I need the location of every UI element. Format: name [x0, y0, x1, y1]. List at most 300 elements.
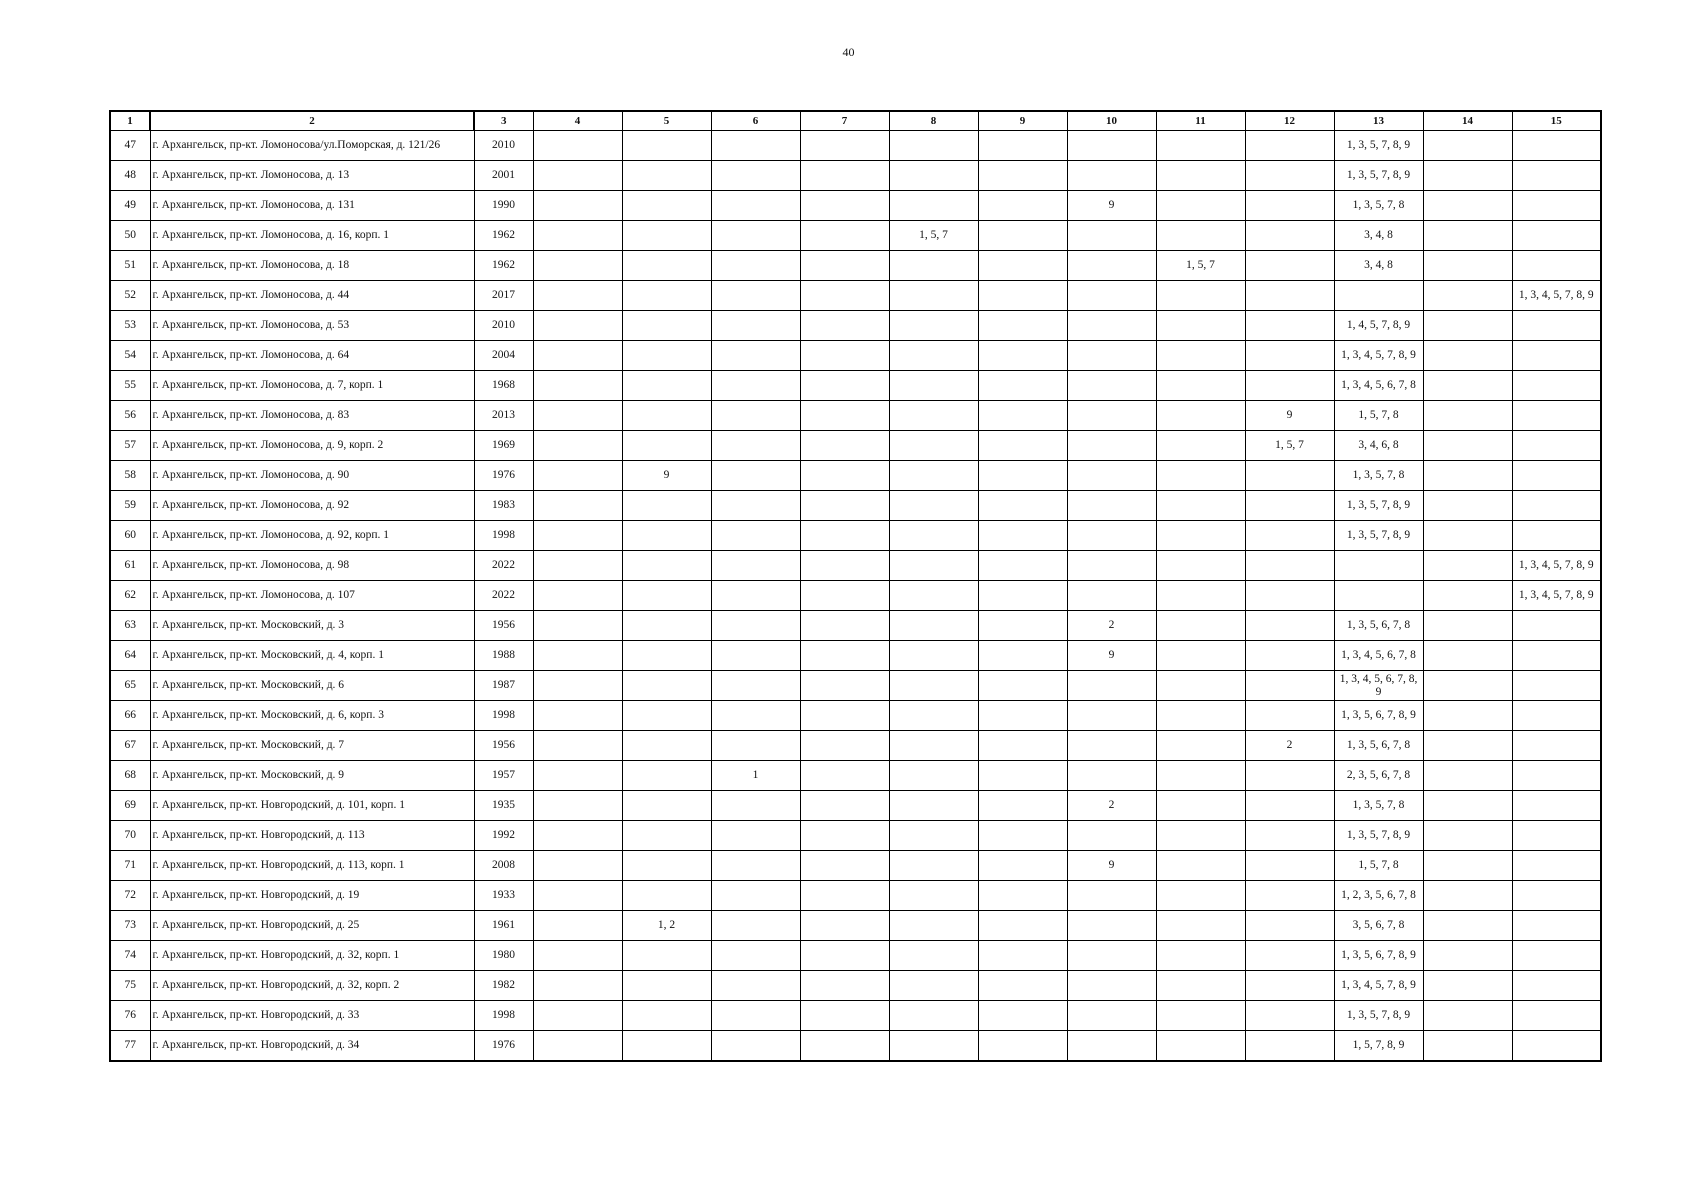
table-row [110, 971, 1601, 1001]
table-cell-col-6 [711, 521, 800, 551]
table-cell-col-1: 67 [110, 731, 150, 761]
table-cell-col-1: 52 [110, 281, 150, 311]
table-cell-col-7 [800, 821, 889, 851]
column-header-11: 11 [1156, 111, 1245, 131]
table-cell-col-15 [1512, 341, 1601, 371]
table-cell-col-15 [1512, 251, 1601, 281]
table-cell-col-11 [1156, 731, 1245, 761]
table-cell-col-10 [1067, 1031, 1156, 1062]
table-row [110, 371, 1601, 401]
table-cell-col-12 [1245, 131, 1334, 161]
table-cell-col-8 [889, 521, 978, 551]
table-cell-col-13: 3, 4, 6, 8 [1334, 431, 1423, 461]
table-cell-col-7 [800, 251, 889, 281]
table-cell-col-7 [800, 281, 889, 311]
table-cell-col-1: 50 [110, 221, 150, 251]
table-cell-col-6 [711, 191, 800, 221]
table-cell-col-10 [1067, 971, 1156, 1001]
table-cell-col-7 [800, 671, 889, 701]
table-cell-col-8 [889, 851, 978, 881]
table-cell-col-14 [1423, 161, 1512, 191]
table-cell-col-1: 66 [110, 701, 150, 731]
table-cell-col-9 [978, 851, 1067, 881]
table-cell-col-10: 2 [1067, 611, 1156, 641]
table-cell-col-2: г. Архангельск, пр-кт. Московский, д. 4, корп. 1 [150, 641, 474, 671]
table-cell-col-10 [1067, 131, 1156, 161]
table-cell-col-1: 48 [110, 161, 150, 191]
table-cell-col-12 [1245, 191, 1334, 221]
table-cell-col-4 [533, 761, 622, 791]
table-row [110, 131, 1601, 161]
table-cell-col-7 [800, 641, 889, 671]
table-cell-col-2: г. Архангельск, пр-кт. Ломоносова, д. 18 [150, 251, 474, 281]
table-cell-col-9 [978, 491, 1067, 521]
table-cell-col-4 [533, 971, 622, 1001]
table-cell-col-9 [978, 371, 1067, 401]
table-cell-col-3: 2022 [474, 551, 533, 581]
table-cell-col-5 [622, 281, 711, 311]
table-cell-col-15 [1512, 491, 1601, 521]
table-cell-col-12 [1245, 371, 1334, 401]
table-cell-col-6 [711, 551, 800, 581]
table-cell-col-3: 1968 [474, 371, 533, 401]
table-cell-col-6 [711, 221, 800, 251]
table-cell-col-3: 1961 [474, 911, 533, 941]
table-cell-col-2: г. Архангельск, пр-кт. Новгородский, д. 113 [150, 821, 474, 851]
table-cell-col-9 [978, 821, 1067, 851]
table-cell-col-2: г. Архангельск, пр-кт. Ломоносова, д. 64 [150, 341, 474, 371]
table-cell-col-9 [978, 881, 1067, 911]
table-cell-col-14 [1423, 821, 1512, 851]
table-cell-col-5: 1, 2 [622, 911, 711, 941]
table-cell-col-12 [1245, 821, 1334, 851]
table-cell-col-6 [711, 431, 800, 461]
table-cell-col-12 [1245, 281, 1334, 311]
table-cell-col-2: г. Архангельск, пр-кт. Ломоносова, д. 92 [150, 491, 474, 521]
table-cell-col-11 [1156, 761, 1245, 791]
column-header-6: 6 [711, 111, 800, 131]
table-cell-col-5 [622, 491, 711, 521]
table-cell-col-15 [1512, 941, 1601, 971]
table-cell-col-14 [1423, 251, 1512, 281]
column-header-1: 1 [110, 111, 150, 131]
table-cell-col-3: 1957 [474, 761, 533, 791]
table-cell-col-10 [1067, 251, 1156, 281]
table-cell-col-13: 1, 3, 4, 5, 7, 8, 9 [1334, 341, 1423, 371]
table-cell-col-11 [1156, 191, 1245, 221]
table-cell-col-9 [978, 401, 1067, 431]
table-cell-col-14 [1423, 881, 1512, 911]
table-cell-col-13: 1, 5, 7, 8 [1334, 851, 1423, 881]
table-cell-col-2: г. Архангельск, пр-кт. Ломоносова, д. 13 [150, 161, 474, 191]
table-cell-col-4 [533, 521, 622, 551]
table-cell-col-11 [1156, 491, 1245, 521]
table-cell-col-3: 1998 [474, 701, 533, 731]
table-cell-col-5 [622, 761, 711, 791]
table-cell-col-9 [978, 581, 1067, 611]
table-cell-col-2: г. Архангельск, пр-кт. Московский, д. 6 [150, 671, 474, 701]
table-cell-col-7 [800, 491, 889, 521]
table-cell-col-3: 1933 [474, 881, 533, 911]
table-cell-col-3: 1956 [474, 731, 533, 761]
table-cell-col-3: 1983 [474, 491, 533, 521]
table-cell-col-2: г. Архангельск, пр-кт. Ломоносова, д. 44 [150, 281, 474, 311]
table-cell-col-4 [533, 731, 622, 761]
column-header-12: 12 [1245, 111, 1334, 131]
table-cell-col-8 [889, 551, 978, 581]
table-cell-col-3: 1992 [474, 821, 533, 851]
table-cell-col-7 [800, 401, 889, 431]
table-row [110, 731, 1601, 761]
table-cell-col-11 [1156, 611, 1245, 641]
table-cell-col-9 [978, 1031, 1067, 1062]
table-cell-col-3: 2004 [474, 341, 533, 371]
table-cell-col-14 [1423, 491, 1512, 521]
table-cell-col-15 [1512, 911, 1601, 941]
table-cell-col-3: 2010 [474, 311, 533, 341]
table-cell-col-5 [622, 581, 711, 611]
table-cell-col-7 [800, 431, 889, 461]
table-cell-col-15 [1512, 971, 1601, 1001]
table-cell-col-1: 64 [110, 641, 150, 671]
table-cell-col-11: 1, 5, 7 [1156, 251, 1245, 281]
table-cell-col-4 [533, 461, 622, 491]
table-cell-col-2: г. Архангельск, пр-кт. Новгородский, д. 33 [150, 1001, 474, 1031]
table-cell-col-6 [711, 161, 800, 191]
table-row [110, 281, 1601, 311]
table-cell-col-2: г. Архангельск, пр-кт. Новгородский, д. 113, корп. 1 [150, 851, 474, 881]
table-cell-col-12 [1245, 551, 1334, 581]
table-cell-col-5 [622, 851, 711, 881]
table-cell-col-5 [622, 521, 711, 551]
table-cell-col-6 [711, 611, 800, 641]
table-cell-col-12 [1245, 221, 1334, 251]
table-cell-col-15 [1512, 851, 1601, 881]
table-cell-col-8 [889, 191, 978, 221]
table-cell-col-2: г. Архангельск, пр-кт. Ломоносова, д. 131 [150, 191, 474, 221]
table-cell-col-1: 71 [110, 851, 150, 881]
table-cell-col-15 [1512, 761, 1601, 791]
table-cell-col-6 [711, 851, 800, 881]
table-cell-col-7 [800, 971, 889, 1001]
table-cell-col-10 [1067, 761, 1156, 791]
table-cell-col-12 [1245, 521, 1334, 551]
table-cell-col-6 [711, 1031, 800, 1062]
table-cell-col-8 [889, 611, 978, 641]
table-cell-col-11 [1156, 341, 1245, 371]
table-cell-col-7 [800, 131, 889, 161]
table-cell-col-11 [1156, 281, 1245, 311]
table-cell-col-4 [533, 881, 622, 911]
table-cell-col-5 [622, 131, 711, 161]
table-cell-col-4 [533, 551, 622, 581]
table-cell-col-3: 1990 [474, 191, 533, 221]
table-cell-col-9 [978, 131, 1067, 161]
table-cell-col-3: 2017 [474, 281, 533, 311]
table-cell-col-14 [1423, 971, 1512, 1001]
table-cell-col-10 [1067, 431, 1156, 461]
table-cell-col-2: г. Архангельск, пр-кт. Московский, д. 3 [150, 611, 474, 641]
table-cell-col-12 [1245, 641, 1334, 671]
table-cell-col-14 [1423, 911, 1512, 941]
table-cell-col-12 [1245, 611, 1334, 641]
column-header-4: 4 [533, 111, 622, 131]
table-cell-col-14 [1423, 851, 1512, 881]
table-cell-col-15 [1512, 461, 1601, 491]
table-cell-col-1: 74 [110, 941, 150, 971]
table-cell-col-8 [889, 761, 978, 791]
table-cell-col-1: 53 [110, 311, 150, 341]
table-cell-col-5 [622, 221, 711, 251]
table-cell-col-6 [711, 1001, 800, 1031]
table-cell-col-10 [1067, 941, 1156, 971]
table-cell-col-5 [622, 551, 711, 581]
table-cell-col-7 [800, 341, 889, 371]
table-cell-col-3: 1980 [474, 941, 533, 971]
table-cell-col-7 [800, 941, 889, 971]
table-cell-col-8 [889, 491, 978, 521]
table-cell-col-14 [1423, 611, 1512, 641]
table-cell-col-12 [1245, 251, 1334, 281]
table-cell-col-1: 47 [110, 131, 150, 161]
table-cell-col-14 [1423, 791, 1512, 821]
table-cell-col-3: 1962 [474, 221, 533, 251]
table-cell-col-6 [711, 821, 800, 851]
table-row [110, 791, 1601, 821]
table-cell-col-4 [533, 401, 622, 431]
table-cell-col-14 [1423, 131, 1512, 161]
table-cell-col-1: 55 [110, 371, 150, 401]
table-cell-col-6 [711, 671, 800, 701]
table-row [110, 311, 1601, 341]
table-cell-col-10 [1067, 311, 1156, 341]
table-cell-col-5 [622, 821, 711, 851]
table-cell-col-11 [1156, 581, 1245, 611]
table-cell-col-2: г. Архангельск, пр-кт. Новгородский, д. 32, корп. 2 [150, 971, 474, 1001]
column-header-10: 10 [1067, 111, 1156, 131]
table-cell-col-6 [711, 701, 800, 731]
table-cell-col-8 [889, 911, 978, 941]
table-cell-col-14 [1423, 761, 1512, 791]
table-cell-col-9 [978, 341, 1067, 371]
table-cell-col-6 [711, 731, 800, 761]
table-cell-col-14 [1423, 701, 1512, 731]
table-cell-col-7 [800, 731, 889, 761]
column-header-8: 8 [889, 111, 978, 131]
table-cell-col-12 [1245, 1031, 1334, 1062]
table-cell-col-13: 1, 3, 5, 7, 8 [1334, 461, 1423, 491]
table-cell-col-8 [889, 881, 978, 911]
table-cell-col-1: 69 [110, 791, 150, 821]
table-cell-col-15 [1512, 401, 1601, 431]
table-cell-col-6 [711, 401, 800, 431]
table-cell-col-4 [533, 671, 622, 701]
table-cell-col-3: 1998 [474, 521, 533, 551]
table-cell-col-1: 62 [110, 581, 150, 611]
table-cell-col-11 [1156, 311, 1245, 341]
table-cell-col-6: 1 [711, 761, 800, 791]
table-cell-col-11 [1156, 551, 1245, 581]
table-cell-col-2: г. Архангельск, пр-кт. Московский, д. 7 [150, 731, 474, 761]
table-cell-col-4 [533, 1001, 622, 1031]
table-cell-col-8 [889, 791, 978, 821]
table-cell-col-14 [1423, 401, 1512, 431]
table-row [110, 1001, 1601, 1031]
table-row [110, 851, 1601, 881]
table-body [110, 131, 1601, 1062]
table-cell-col-4 [533, 311, 622, 341]
table-cell-col-2: г. Архангельск, пр-кт. Новгородский, д. 34 [150, 1031, 474, 1062]
table-cell-col-12 [1245, 161, 1334, 191]
table-header-row [110, 111, 1601, 131]
table-cell-col-15 [1512, 1001, 1601, 1031]
table-cell-col-4 [533, 611, 622, 641]
table-cell-col-1: 49 [110, 191, 150, 221]
table-cell-col-1: 63 [110, 611, 150, 641]
table-row [110, 1031, 1601, 1062]
table-cell-col-14 [1423, 551, 1512, 581]
table-cell-col-1: 70 [110, 821, 150, 851]
table-cell-col-11 [1156, 911, 1245, 941]
table-cell-col-10 [1067, 671, 1156, 701]
table-cell-col-3: 1969 [474, 431, 533, 461]
table-cell-col-15 [1512, 131, 1601, 161]
table-cell-col-10 [1067, 881, 1156, 911]
table-cell-col-14 [1423, 431, 1512, 461]
table-cell-col-6 [711, 641, 800, 671]
table-cell-col-15 [1512, 431, 1601, 461]
table-cell-col-5 [622, 371, 711, 401]
table-cell-col-2: г. Архангельск, пр-кт. Ломоносова, д. 92, корп. 1 [150, 521, 474, 551]
table-cell-col-11 [1156, 971, 1245, 1001]
table-cell-col-10 [1067, 821, 1156, 851]
table-cell-col-10 [1067, 371, 1156, 401]
table-cell-col-2: г. Архангельск, пр-кт. Ломоносова, д. 107 [150, 581, 474, 611]
table-cell-col-4 [533, 641, 622, 671]
table-cell-col-10 [1067, 911, 1156, 941]
table-cell-col-4 [533, 281, 622, 311]
table-row [110, 521, 1601, 551]
table-cell-col-6 [711, 911, 800, 941]
table-cell-col-12 [1245, 941, 1334, 971]
table-cell-col-1: 57 [110, 431, 150, 461]
table-cell-col-4 [533, 371, 622, 401]
table-cell-col-8 [889, 941, 978, 971]
table-cell-col-9 [978, 731, 1067, 761]
table-cell-col-10 [1067, 401, 1156, 431]
table-cell-col-8 [889, 371, 978, 401]
table-cell-col-7 [800, 551, 889, 581]
table-cell-col-8 [889, 671, 978, 701]
table-cell-col-12 [1245, 1001, 1334, 1031]
table-cell-col-5 [622, 1001, 711, 1031]
table-cell-col-7 [800, 1001, 889, 1031]
table-cell-col-8 [889, 731, 978, 761]
table-row [110, 461, 1601, 491]
table-cell-col-9 [978, 251, 1067, 281]
table-cell-col-10 [1067, 701, 1156, 731]
table-cell-col-2: г. Архангельск, пр-кт. Новгородский, д. 19 [150, 881, 474, 911]
table-cell-col-15 [1512, 161, 1601, 191]
table-cell-col-12 [1245, 971, 1334, 1001]
table-cell-col-13: 1, 2, 3, 5, 6, 7, 8 [1334, 881, 1423, 911]
table-cell-col-12 [1245, 341, 1334, 371]
table-cell-col-2: г. Архангельск, пр-кт. Ломоносова, д. 7, корп. 1 [150, 371, 474, 401]
table-cell-col-15 [1512, 191, 1601, 221]
table-cell-col-3: 2010 [474, 131, 533, 161]
table-cell-col-9 [978, 281, 1067, 311]
table-cell-col-11 [1156, 131, 1245, 161]
table-cell-col-4 [533, 911, 622, 941]
table-cell-col-12 [1245, 491, 1334, 521]
table-cell-col-6 [711, 131, 800, 161]
table-cell-col-5 [622, 791, 711, 821]
table-cell-col-11 [1156, 941, 1245, 971]
table-cell-col-9 [978, 611, 1067, 641]
table-row [110, 581, 1601, 611]
table-row [110, 251, 1601, 281]
table-cell-col-15 [1512, 701, 1601, 731]
table-cell-col-3: 2013 [474, 401, 533, 431]
table-cell-col-4 [533, 431, 622, 461]
column-header-3: 3 [474, 111, 533, 131]
table-cell-col-15: 1, 3, 4, 5, 7, 8, 9 [1512, 551, 1601, 581]
table-cell-col-6 [711, 371, 800, 401]
table-cell-col-15 [1512, 371, 1601, 401]
table-cell-col-3: 1987 [474, 671, 533, 701]
table-cell-col-7 [800, 911, 889, 941]
table-cell-col-3: 1962 [474, 251, 533, 281]
table-cell-col-14 [1423, 641, 1512, 671]
table-cell-col-7 [800, 1031, 889, 1062]
table-cell-col-10 [1067, 731, 1156, 761]
table-cell-col-1: 58 [110, 461, 150, 491]
table-cell-col-12 [1245, 881, 1334, 911]
table-cell-col-1: 61 [110, 551, 150, 581]
table-cell-col-7 [800, 851, 889, 881]
table-cell-col-3: 2008 [474, 851, 533, 881]
table-cell-col-8 [889, 401, 978, 431]
table-row [110, 611, 1601, 641]
table-cell-col-11 [1156, 221, 1245, 251]
table-cell-col-9 [978, 521, 1067, 551]
table-cell-col-10: 2 [1067, 791, 1156, 821]
table-cell-col-12: 2 [1245, 731, 1334, 761]
table-cell-col-1: 73 [110, 911, 150, 941]
table-cell-col-13 [1334, 281, 1423, 311]
table-cell-col-5 [622, 1031, 711, 1062]
table-cell-col-9 [978, 671, 1067, 701]
table-cell-col-9 [978, 641, 1067, 671]
table-cell-col-4 [533, 251, 622, 281]
table-cell-col-5 [622, 401, 711, 431]
table-cell-col-13: 1, 3, 5, 7, 8 [1334, 791, 1423, 821]
table-cell-col-10: 9 [1067, 851, 1156, 881]
table-cell-col-3: 1998 [474, 1001, 533, 1031]
table-cell-col-12: 1, 5, 7 [1245, 431, 1334, 461]
table-cell-col-13: 1, 3, 5, 7, 8, 9 [1334, 1001, 1423, 1031]
table-row [110, 671, 1601, 701]
table-cell-col-9 [978, 1001, 1067, 1031]
table-cell-col-11 [1156, 821, 1245, 851]
table-cell-col-14 [1423, 371, 1512, 401]
table-cell-col-4 [533, 161, 622, 191]
table-cell-col-3: 1976 [474, 1031, 533, 1062]
table-cell-col-9 [978, 791, 1067, 821]
table-cell-col-8 [889, 281, 978, 311]
table-cell-col-13 [1334, 581, 1423, 611]
table-cell-col-4 [533, 131, 622, 161]
